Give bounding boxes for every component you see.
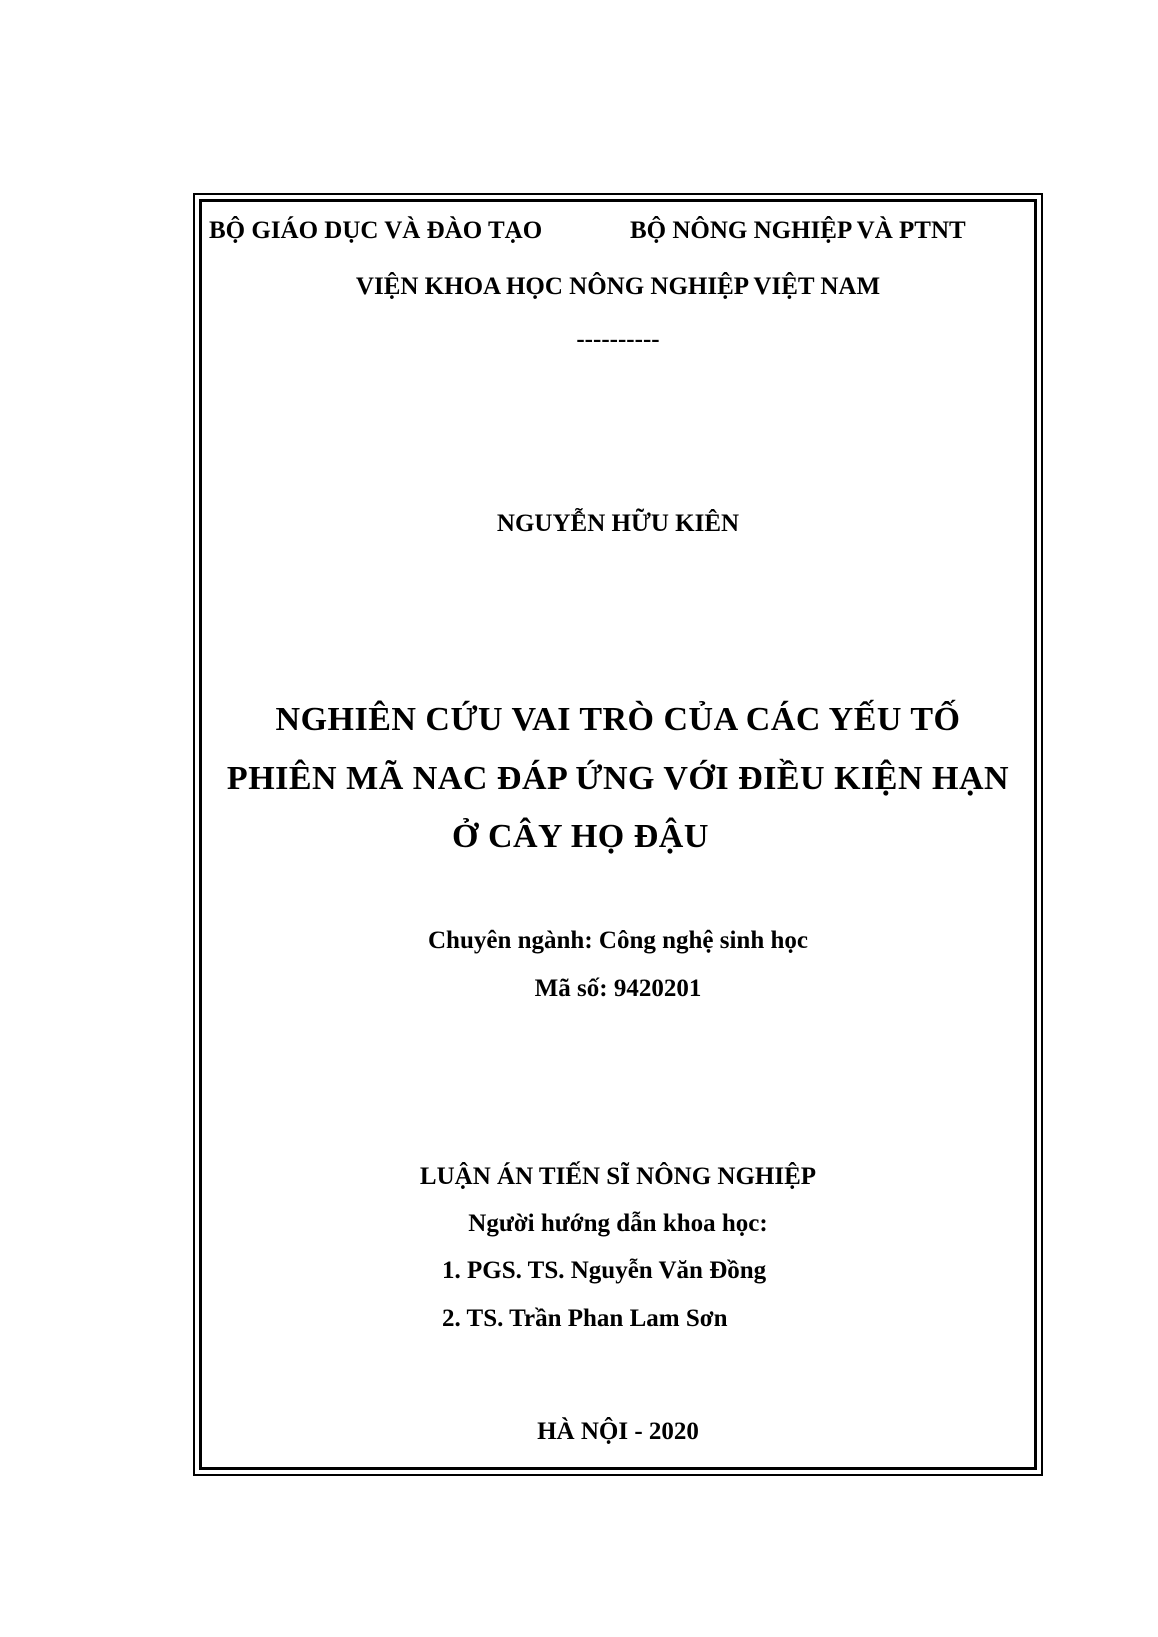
ministry-right: BỘ NÔNG NGHIỆP VÀ PTNT: [630, 217, 966, 244]
ministry-left: BỘ GIÁO DỤC VÀ ĐÀO TẠO: [209, 217, 543, 244]
advisors-label: Người hướng dẫn khoa học:: [468, 1210, 768, 1237]
specialization: Chuyên ngành: Công nghệ sinh học: [428, 927, 808, 954]
advisor-2: 2. TS. Trần Phan Lam Sơn: [442, 1305, 728, 1332]
thesis-title-line-3: Ở CÂY HỌ ĐẬU: [452, 818, 709, 855]
header-separator: ----------: [576, 326, 660, 353]
institute-name: VIỆN KHOA HỌC NÔNG NGHIỆP VIỆT NAM: [355, 273, 881, 300]
place-year: HÀ NỘI - 2020: [537, 1418, 699, 1445]
thesis-title-line-2: PHIÊN MÃ NAC ĐÁP ỨNG VỚI ĐIỀU KIỆN HẠN: [226, 760, 1010, 797]
thesis-type: LUẬN ÁN TIẾN SĨ NÔNG NGHIỆP: [419, 1163, 817, 1190]
thesis-title-line-1: NGHIÊN CỨU VAI TRÒ CỦA CÁC YẾU TỐ: [275, 701, 961, 738]
advisor-1: 1. PGS. TS. Nguyễn Văn Đồng: [442, 1257, 767, 1284]
author-name: NGUYỄN HỮU KIÊN: [496, 510, 740, 537]
code-number: Mã số: 9420201: [534, 975, 702, 1002]
